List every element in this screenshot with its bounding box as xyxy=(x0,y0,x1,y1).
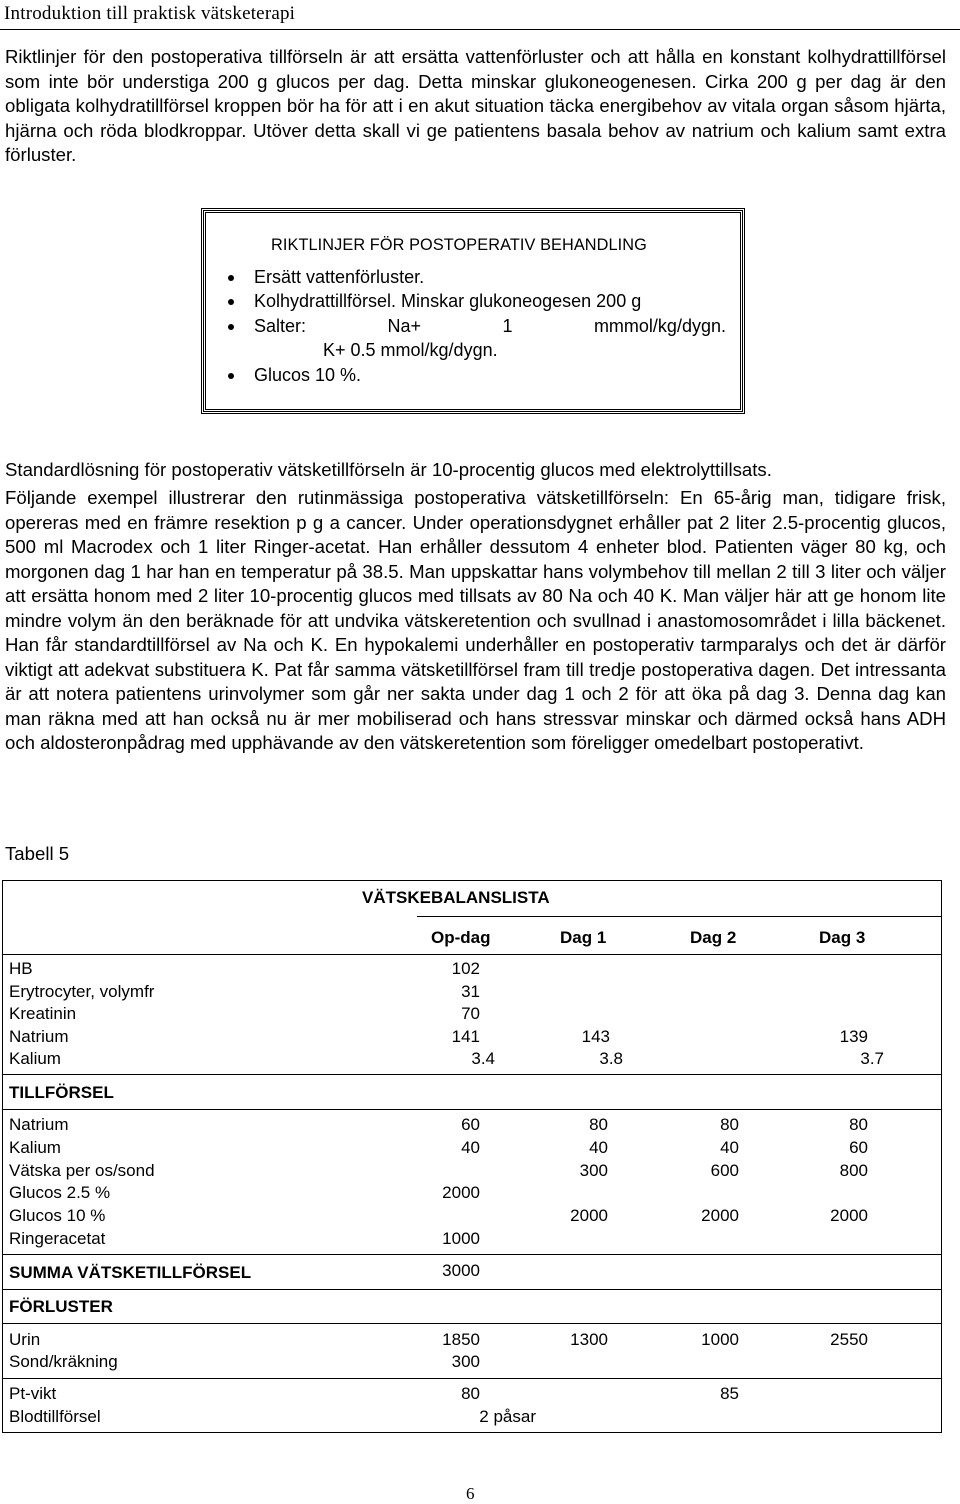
cell-value: 2000 xyxy=(442,1183,480,1202)
summa-value: 3000 xyxy=(442,1261,480,1280)
cell-value: 141 xyxy=(451,1027,480,1046)
cell-value: 80 xyxy=(849,1115,868,1134)
section-heading-forluster: FÖRLUSTER xyxy=(9,1297,113,1316)
cell-value: 800 xyxy=(839,1161,868,1180)
table-divider xyxy=(2,954,942,955)
salter-na: Na+ xyxy=(387,315,422,336)
salter-value: 1 xyxy=(502,315,513,336)
intro-paragraph: Riktlinjer för den postoperativa tillförseln är att ersätta vattenförluster och att hålla en konstant kolhydrattillförsel som inte bör understiga 200 g glucos per dag. Detta minskar glukoneogenesen. Cirka 200 g per dag är den obligata kolhydratillförsel kroppen bör ha för att i en akut situation täcka energibehov av vitala organ såsom hjärta, hjärna och röda blodkroppar. Utöver detta skall vi ge patientens basala behov av natrium och kalium samt extra förluster. xyxy=(5,46,946,165)
summa-label: SUMMA VÄTSKETILLFÖRSEL xyxy=(9,1263,252,1282)
cell-value: 1850 xyxy=(442,1330,480,1349)
cell-value: 1000 xyxy=(701,1330,739,1349)
cell-value: 300 xyxy=(451,1352,480,1371)
row-label: Natrium xyxy=(9,1027,69,1046)
page-header xyxy=(0,0,960,32)
header-rule xyxy=(0,29,960,30)
cell-value: 80 xyxy=(461,1384,480,1403)
column-header-dag1: Dag 1 xyxy=(560,928,607,947)
table-divider xyxy=(2,1109,942,1110)
row-label: Glucos 2.5 % xyxy=(9,1183,111,1202)
cell-value: 70 xyxy=(461,1004,480,1023)
table-divider xyxy=(2,1378,942,1379)
row-label: Blodtillförsel xyxy=(9,1407,101,1426)
guideline-text: Ersätt vattenförluster. xyxy=(254,267,425,287)
column-header-opdag: Op-dag xyxy=(431,928,491,947)
cell-value: 2000 xyxy=(570,1206,608,1225)
cell-value: 40 xyxy=(589,1138,608,1157)
example-paragraph: Följande exempel illustrerar den rutinmässiga postoperativa vätsketillförseln: En 65-årig man, tidigare frisk, opereras med en främre resektion p g a cancer. Under operationsdygnet erhåller pat 2 liter 2.5-procentig glucos, 500 ml Macrodex och 1 liter Ringer-acetat. Han erhåller dessutom 4 enheter blod. Patienten väger 80 kg, och morgonen dag 1 har han en temperatur på 38.5. Man uppskattar hans volymbehov till mellan 2 till 3 liter och väljer att ersätta honom med 2 liter 10-procentig glucos med tillsats av 80 Na och 40 K. Man väljer här att ge honom lite mindre volym än den beräknade för att undvika vätskeretention och svullnad i anastomosområdet i lilla bäckenet. Han får standardtillförsel av Na och K. En hypokalemi underhåller en postoperativ tarmparalys och det är därför viktigt att adekvat substituera K. Pat får samma vätsketillförsel fram till tredje postoperativa dagen. Det intressanta är att notera patientens urinvolymer som går ner sakta under dag 1 och 2 för att öka på dag 3. Denna dag kan man räkna med att han också nu är mer mobiliserad och hans stressvar minskar och därmed också hans ADH och aldosteronpådrag med upphävande av den vätskeretention som föreligger omedelbart postoperativt. xyxy=(5,487,946,753)
table-title: VÄTSKEBALANSLISTA xyxy=(362,888,550,907)
guideline-subitem xyxy=(226,338,728,362)
salter-label: Salter: xyxy=(254,315,307,336)
row-label: Urin xyxy=(9,1330,41,1349)
header-title: Introduktion till praktisk vätsketerapi xyxy=(4,3,296,24)
table-divider xyxy=(2,1254,942,1255)
guideline-text: K+ 0.5 mmol/kg/dygn. xyxy=(323,340,498,361)
row-label: Kalium xyxy=(9,1049,61,1068)
table-divider xyxy=(2,1074,942,1075)
cell-value: 40 xyxy=(720,1138,739,1157)
cell-value: 1000 xyxy=(442,1229,480,1248)
table-divider xyxy=(2,1323,942,1324)
row-label: Kalium xyxy=(9,1138,61,1157)
cell-value: 60 xyxy=(849,1138,868,1157)
guidelines-box xyxy=(201,208,745,414)
guideline-text: Kolhydrattillförsel. Minskar glukoneogesen 200 g xyxy=(254,291,642,312)
bullet-icon xyxy=(228,275,234,281)
row-label: Ringeracetat xyxy=(9,1229,106,1248)
row-label: Glucos 10 % xyxy=(9,1206,106,1225)
section-heading-tillforsel: TILLFÖRSEL xyxy=(9,1083,114,1102)
row-label: Vätska per os/sond xyxy=(9,1161,155,1180)
cell-value: 2000 xyxy=(701,1206,739,1225)
standard-paragraph: Standardlösning för postoperativ vätsketillförseln är 10-procentig glucos med elektrolyttillsats. xyxy=(5,459,772,480)
cell-value: 3.4 xyxy=(471,1049,495,1068)
guidelines-box-inner xyxy=(205,212,741,410)
cell-value: 85 xyxy=(720,1384,739,1403)
header-divider xyxy=(417,916,942,917)
guideline-item xyxy=(226,289,728,313)
cell-value: 3.7 xyxy=(860,1049,884,1068)
cell-value: 139 xyxy=(839,1027,868,1046)
column-header-dag2: Dag 2 xyxy=(690,928,737,947)
table-label: Tabell 5 xyxy=(5,843,70,864)
cell-value: 3.8 xyxy=(599,1049,623,1068)
guidelines-title: RIKTLINJER FÖR POSTOPERATIV BEHANDLING xyxy=(271,236,647,254)
bullet-icon xyxy=(228,324,234,330)
guideline-item-salter xyxy=(226,314,728,338)
row-label: Pt-vikt xyxy=(9,1384,57,1403)
column-header-dag3: Dag 3 xyxy=(819,928,866,947)
row-label: Kreatinin xyxy=(9,1004,77,1023)
cell-value: 80 xyxy=(720,1115,739,1134)
row-label: HB xyxy=(9,959,33,978)
cell-value: 143 xyxy=(581,1027,610,1046)
page-number: 6 xyxy=(466,1484,475,1503)
guideline-item xyxy=(226,363,728,387)
cell-value: 600 xyxy=(710,1161,739,1180)
cell-value: 40 xyxy=(461,1138,480,1157)
cell-value: 31 xyxy=(461,982,480,1001)
cell-value: 80 xyxy=(589,1115,608,1134)
cell-value: 1300 xyxy=(570,1330,608,1349)
guidelines-list xyxy=(226,265,728,387)
table-divider xyxy=(2,1289,942,1290)
guideline-item xyxy=(226,265,728,289)
cell-value: 2550 xyxy=(830,1330,868,1349)
cell-value: 2 påsar xyxy=(479,1407,536,1426)
row-label: Natrium xyxy=(9,1115,69,1134)
bullet-icon xyxy=(228,299,234,305)
guideline-text: Glucos 10 %. xyxy=(254,364,362,385)
row-label: Sond/kräkning xyxy=(9,1352,118,1371)
cell-value: 2000 xyxy=(830,1206,868,1225)
cell-value: 60 xyxy=(461,1115,480,1134)
salter-unit: mmmol/kg/dygn. xyxy=(593,315,726,336)
row-label: Erytrocyter, volymfr xyxy=(9,982,155,1001)
bullet-icon xyxy=(228,373,234,379)
cell-value: 300 xyxy=(579,1161,608,1180)
cell-value: 102 xyxy=(451,959,480,978)
